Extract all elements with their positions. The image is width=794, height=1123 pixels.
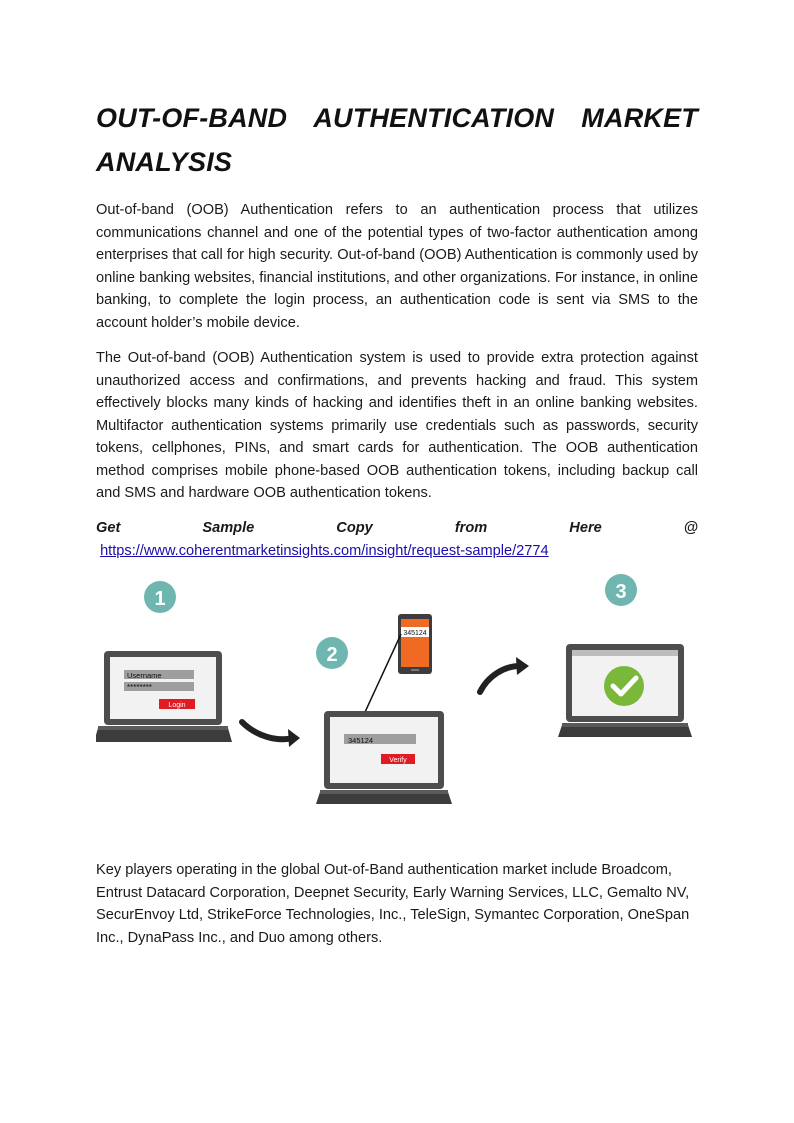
intro-paragraph: Out-of-band (OOB) Authentication refers to an authentication process that utilizes communications channel and one of the potential types of two-factor authentication among enterprises that call for high security. Out-of-band (OOB) Authentication is commonly used by online banking websites, financial institutions, and other organizations. For instance, in online banking, to complete the login process, an authentication code is sent via SMS to the account holder’s mobile device. bbox=[96, 202, 698, 331]
step-3-badge bbox=[605, 574, 637, 606]
mobile-phone bbox=[398, 614, 432, 674]
username-label: Username bbox=[127, 671, 162, 680]
laptop-login bbox=[96, 651, 232, 742]
laptop-verify bbox=[316, 711, 452, 804]
step-1-number: 1 bbox=[154, 588, 166, 610]
laptop-success bbox=[558, 644, 692, 737]
check-icon bbox=[604, 666, 644, 706]
sample-copy-label: Get Sample Copy from Here @ bbox=[96, 520, 698, 536]
curved-arrow-1 bbox=[242, 722, 300, 747]
password-mask: ******** bbox=[127, 683, 152, 692]
document-title: OUT-OF-BAND AUTHENTICATION MARKET ANALYSIS bbox=[96, 103, 698, 177]
sample-copy-line bbox=[96, 517, 698, 562]
entered-code: 345124 bbox=[348, 736, 374, 745]
login-button-label: Login bbox=[168, 702, 186, 709]
key-players-paragraph: Key players operating in the global Out-of-Band authentication market include Broadcom, Entrust Datacard Corporation, Deepnet Security, Early Warning Services, LLC, Gemalto NV, SecurEnvoy Ltd, StrikeForce Technologies, Inc., TeleSign, Symantec Corporation, OneSpan Inc., DynaPass Inc., and Duo among others. bbox=[96, 862, 690, 946]
step-2-badge bbox=[316, 637, 348, 669]
step-1-badge bbox=[144, 581, 176, 613]
step-2-number: 2 bbox=[326, 644, 338, 666]
system-paragraph: The Out-of-band (OOB) Authentication system is used to provide extra protection against unauthorized access and confirmations, and prevents hacking and fraud. This system effectively blocks many kinds of hacking and identifies theft in an online banking websites. Multifactor authentication systems primarily use credentials such as passwords, security tokens, cellphones, PINs, and smart cards for authentication. The OOB authentication method comprises mobile phone-based OOB authentication tokens, including backup call and SMS and hardware OOB authentication tokens. bbox=[96, 350, 698, 501]
oob-flow-diagram bbox=[96, 574, 698, 824]
step-3-number: 3 bbox=[615, 581, 627, 603]
verify-button-label: Verify bbox=[389, 757, 407, 764]
document-page bbox=[96, 96, 698, 946]
phone-code: 345124 bbox=[403, 630, 427, 637]
sample-copy-link[interactable]: https://www.coherentmarketinsights.com/insight/request-sample/2774 bbox=[100, 542, 549, 559]
curved-arrow-2 bbox=[480, 657, 529, 692]
